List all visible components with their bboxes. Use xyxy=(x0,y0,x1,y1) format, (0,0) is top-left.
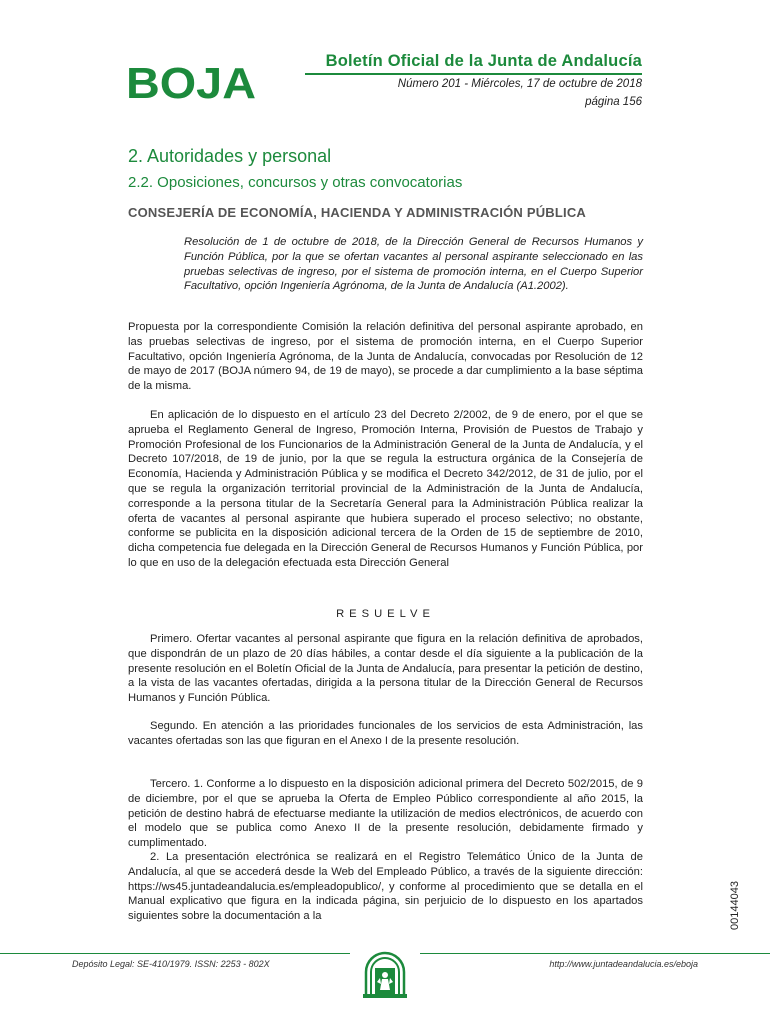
bulletin-title: Boletín Oficial de la Junta de Andalucía xyxy=(325,52,642,70)
section-title: 2. Autoridades y personal xyxy=(128,146,332,166)
body-paragraph: Propuesta por la correspondiente Comisión la relación definitiva del personal aspirante aprobado, en las pruebas selectivas de ingreso, por el sistema de promoción interna, en el Cuerpo Superior Facultativo, opción Ingeniería Agrónoma, de la Junta de Andalucía, convocadas por Resolución de 12 de mayo de 2017 (BOJA número 94, de 19 de mayo), se procede a dar cumplimiento a la base séptima de la misma. xyxy=(128,321,643,393)
body-paragraph: 2. La presentación electrónica se realizará en el Registro Telemático Único de la Junta de Andalucía, al que se accederá desde la Web del Empleado Público, a través de la siguiente dirección: https://ws45.juntadeandalucia.es/empleadopublico/, y conforme al procedimiento que se detalla en el Manual explicativo que figura en la indicada página, sin perjuicio de lo dispuesto en los apartados siguientes sobre la documentación a la xyxy=(128,851,643,923)
boja-logo-text: BOJA xyxy=(126,62,256,102)
resolution-summary: Resolución de 1 de octubre de 2018, de la Dirección General de Recursos Humanos y Función Pública, por la que se ofertan vacantes al personal aspirante seleccionado en las pruebas selectivas de ingreso, por el sistema de promoción interna, en el Cuerpo Superior Facultativo, opción Ingeniería Agrónoma, de la Junta de Andalucía (A1.2002). xyxy=(184,236,643,293)
footer-rule xyxy=(420,953,770,954)
issue-info: Número 201 - Miércoles, 17 de octubre de 2018 xyxy=(397,78,642,90)
body-paragraph: En aplicación de lo dispuesto en el artículo 23 del Decreto 2/2002, de 9 de enero, por el que se aprueba el Reglamento General de Ingreso, Promoción Interna, Provisión de Puestos de Trabajo y Promoción Profesional de los Funcionarios de la Administración General de la Junta de Andalucía, y el Decreto 107/2018, de 19 de junio, por la que se regula la estructura orgánica de la Consejería de Economía, Hacienda y Administración Pública y se modifica el Decreto 342/2012, de 31 de julio, por el que se regula la organización territorial provincial de la Administración de la Junta de Andalucía, corresponde a la persona titular de la Secretaría General para la Administración Pública realizar la oferta de vacantes al personal aspirante que hubiera superado el proceso selectivo; no obstante, conforme se publicita en la disposición adicional tercera de la Orden de 15 de septiembre de 2010, dicha competencia fue delegada en la Dirección General de Recursos Humanos y Función Pública, por lo que en uso de la delegación efectuada esta Dirección General xyxy=(128,409,643,569)
resuelve-heading: RESUELVE xyxy=(336,608,435,620)
footer-rule xyxy=(0,953,350,954)
legal-deposit: Depósito Legal: SE-410/1979. ISSN: 2253 - 802X xyxy=(72,959,270,969)
body-paragraph: Tercero. 1. Conforme a lo dispuesto en la disposición adicional primera del Decreto 502/2015, de 9 de diciembre, por el que se aprueba la Oferta de Empleo Público correspondiente al año 2015, la petición de destino habrá de efectuarse mediante la utilización de medios electrónicos, de acuerdo con el modelo que se publica como Anexo II de la presente resolución, debidamente firmado y cumplimentado. xyxy=(128,778,643,850)
subsection-title: 2.2. Oposiciones, concursos y otras convocatorias xyxy=(128,174,463,191)
boja-logo xyxy=(126,62,256,102)
department-heading: CONSEJERÍA DE ECONOMÍA, HACIENDA Y ADMINISTRACIÓN PÚBLICA xyxy=(128,205,587,220)
page-number: página 156 xyxy=(585,96,642,108)
junta-andalucia-emblem-icon xyxy=(360,938,410,1000)
document-code xyxy=(726,870,742,930)
footer-url[interactable]: http://www.juntadeandalucia.es/eboja xyxy=(549,959,698,969)
body-paragraph: Primero. Ofertar vacantes al personal aspirante que figura en la relación definitiva de aprobados, que dispondrán de un plazo de 20 días hábiles, a contar desde el día siguiente a la publicación de la presente resolución en el Boletín Oficial de la Junta de Andalucía, para presentar la petición de destino, a la vista de las vacantes ofertadas, dirigida a la persona titular de la Dirección General de Recursos Humanos y Función Pública. xyxy=(128,633,643,705)
body-paragraph: Segundo. En atención a las prioridades funcionales de los servicios de esta Administración, las vacantes ofertadas son las que figuran en el Anexo I de la presente resolución. xyxy=(128,720,643,747)
document-code-text: 00144043 xyxy=(729,881,741,930)
header-rule xyxy=(305,73,642,75)
